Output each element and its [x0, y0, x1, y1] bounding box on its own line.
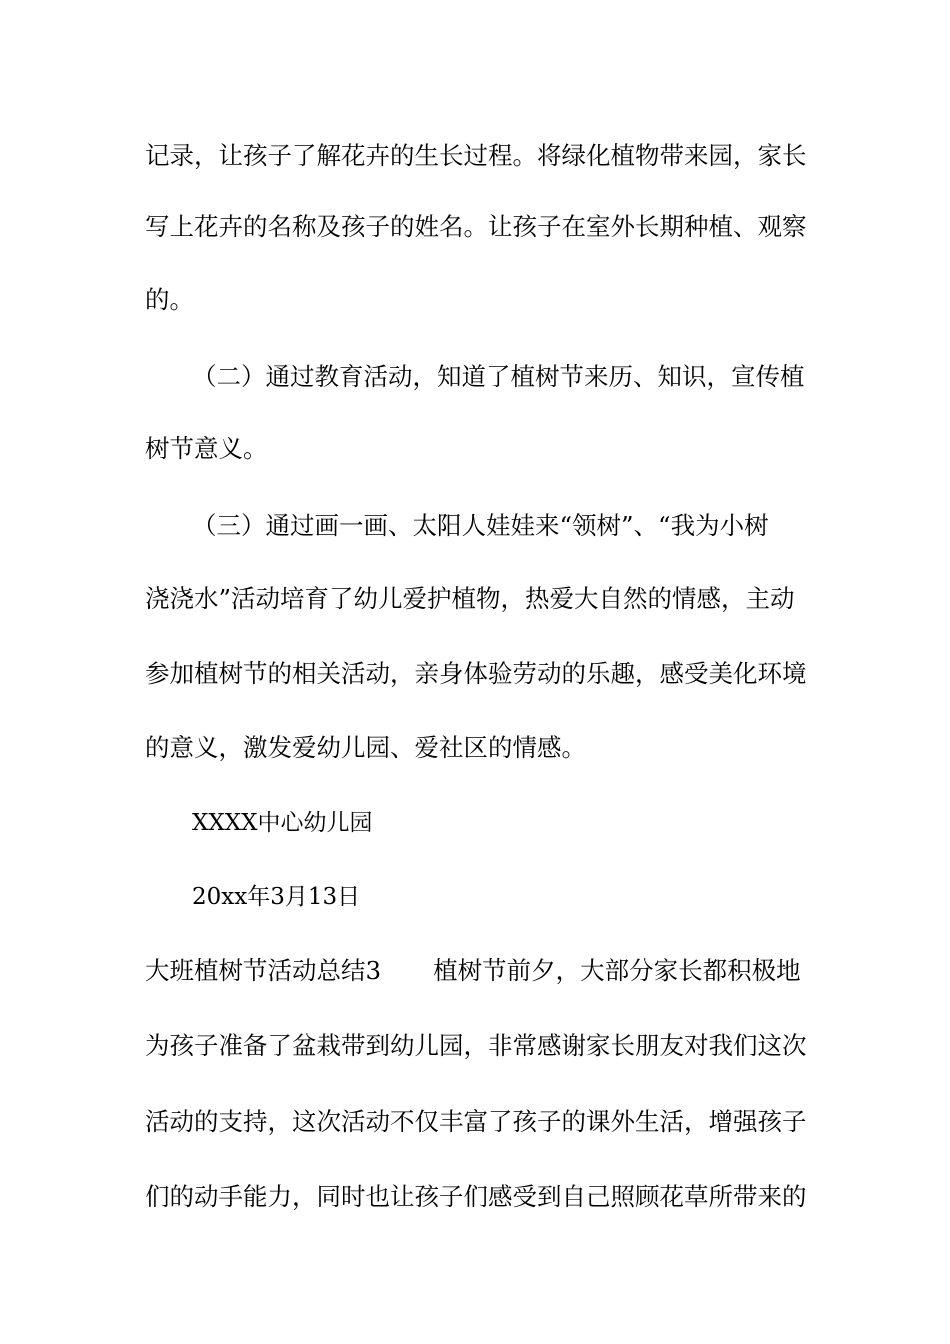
section-heading-line: （二）通过教育活动，知道了植树节来历、知识，宣传植 [192, 362, 805, 391]
paragraph-line: 浇浇水”活动培育了幼儿爱护植物，热爱大自然的情感，主动 [145, 584, 795, 613]
paragraph-line: 为孩子准备了盆栽带到幼儿园，非常感谢家长朋友对我们这次 [145, 1031, 807, 1060]
paragraph-line: 写上花卉的名称及孩子的姓名。让孩子在室外长期种植、观察 [145, 212, 807, 241]
paragraph-line: 参加植树节的相关活动，亲身体验劳动的乐趣，感受美化环境 [145, 659, 807, 688]
paragraph-line: 们的动手能力，同时也让孩子们感受到自己照顾花草所带来的 [145, 1182, 807, 1211]
section-heading-line: （三）通过画一画、太阳人娃娃来“领树”、“我为小树 [192, 511, 769, 540]
paragraph-line: 活动的支持，这次活动不仅丰富了孩子的课外生活，增强孩子 [145, 1107, 807, 1136]
paragraph-line: 记录，让孩子了解花卉的生长过程。将绿化植物带来园，家长 [145, 141, 807, 170]
signature-date: 20xx年3月13日 [192, 884, 361, 910]
paragraph-line: 的。 [145, 285, 194, 314]
paragraph-line: 的意义，激发爱幼儿园、爱社区的情感。 [145, 733, 586, 762]
signature-organization: XXXX中心幼儿园 [192, 810, 373, 836]
article-first-text: 植树节前夕，大部分家长都积极地 [433, 956, 801, 985]
paragraph-line: 树节意义。 [145, 434, 268, 463]
article-title-line [145, 951, 815, 991]
article-title: 大班植树节活动总结3 [145, 956, 382, 985]
